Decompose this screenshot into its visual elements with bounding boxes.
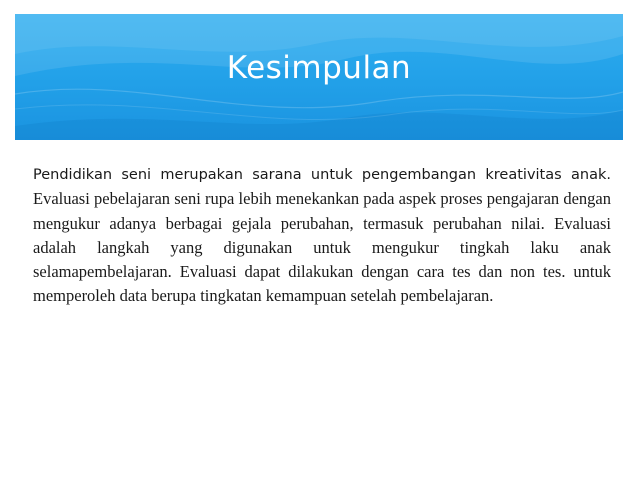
slide-body-text: [33, 162, 611, 309]
body-rest-text: Evaluasi pebelajaran seni rupa lebih menekankan pada aspek proses pengajaran dengan mengukur adanya berbagai gejala perubahan, termasuk perubahan nilai. Evaluasi adalah langkah yang digunakan untuk mengukur tingkah laku anak selamapembelajaran. Evaluasi dapat dilakukan dengan cara tes dan non tes. untuk memperoleh data berupa tingkatan kemampuan setelah pembelajaran.: [33, 189, 611, 306]
body-lead-sentence: Pendidikan seni merupakan sarana untuk pengembangan kreativitas anak.: [33, 167, 611, 183]
slide-title: Kesimpulan: [226, 50, 412, 86]
